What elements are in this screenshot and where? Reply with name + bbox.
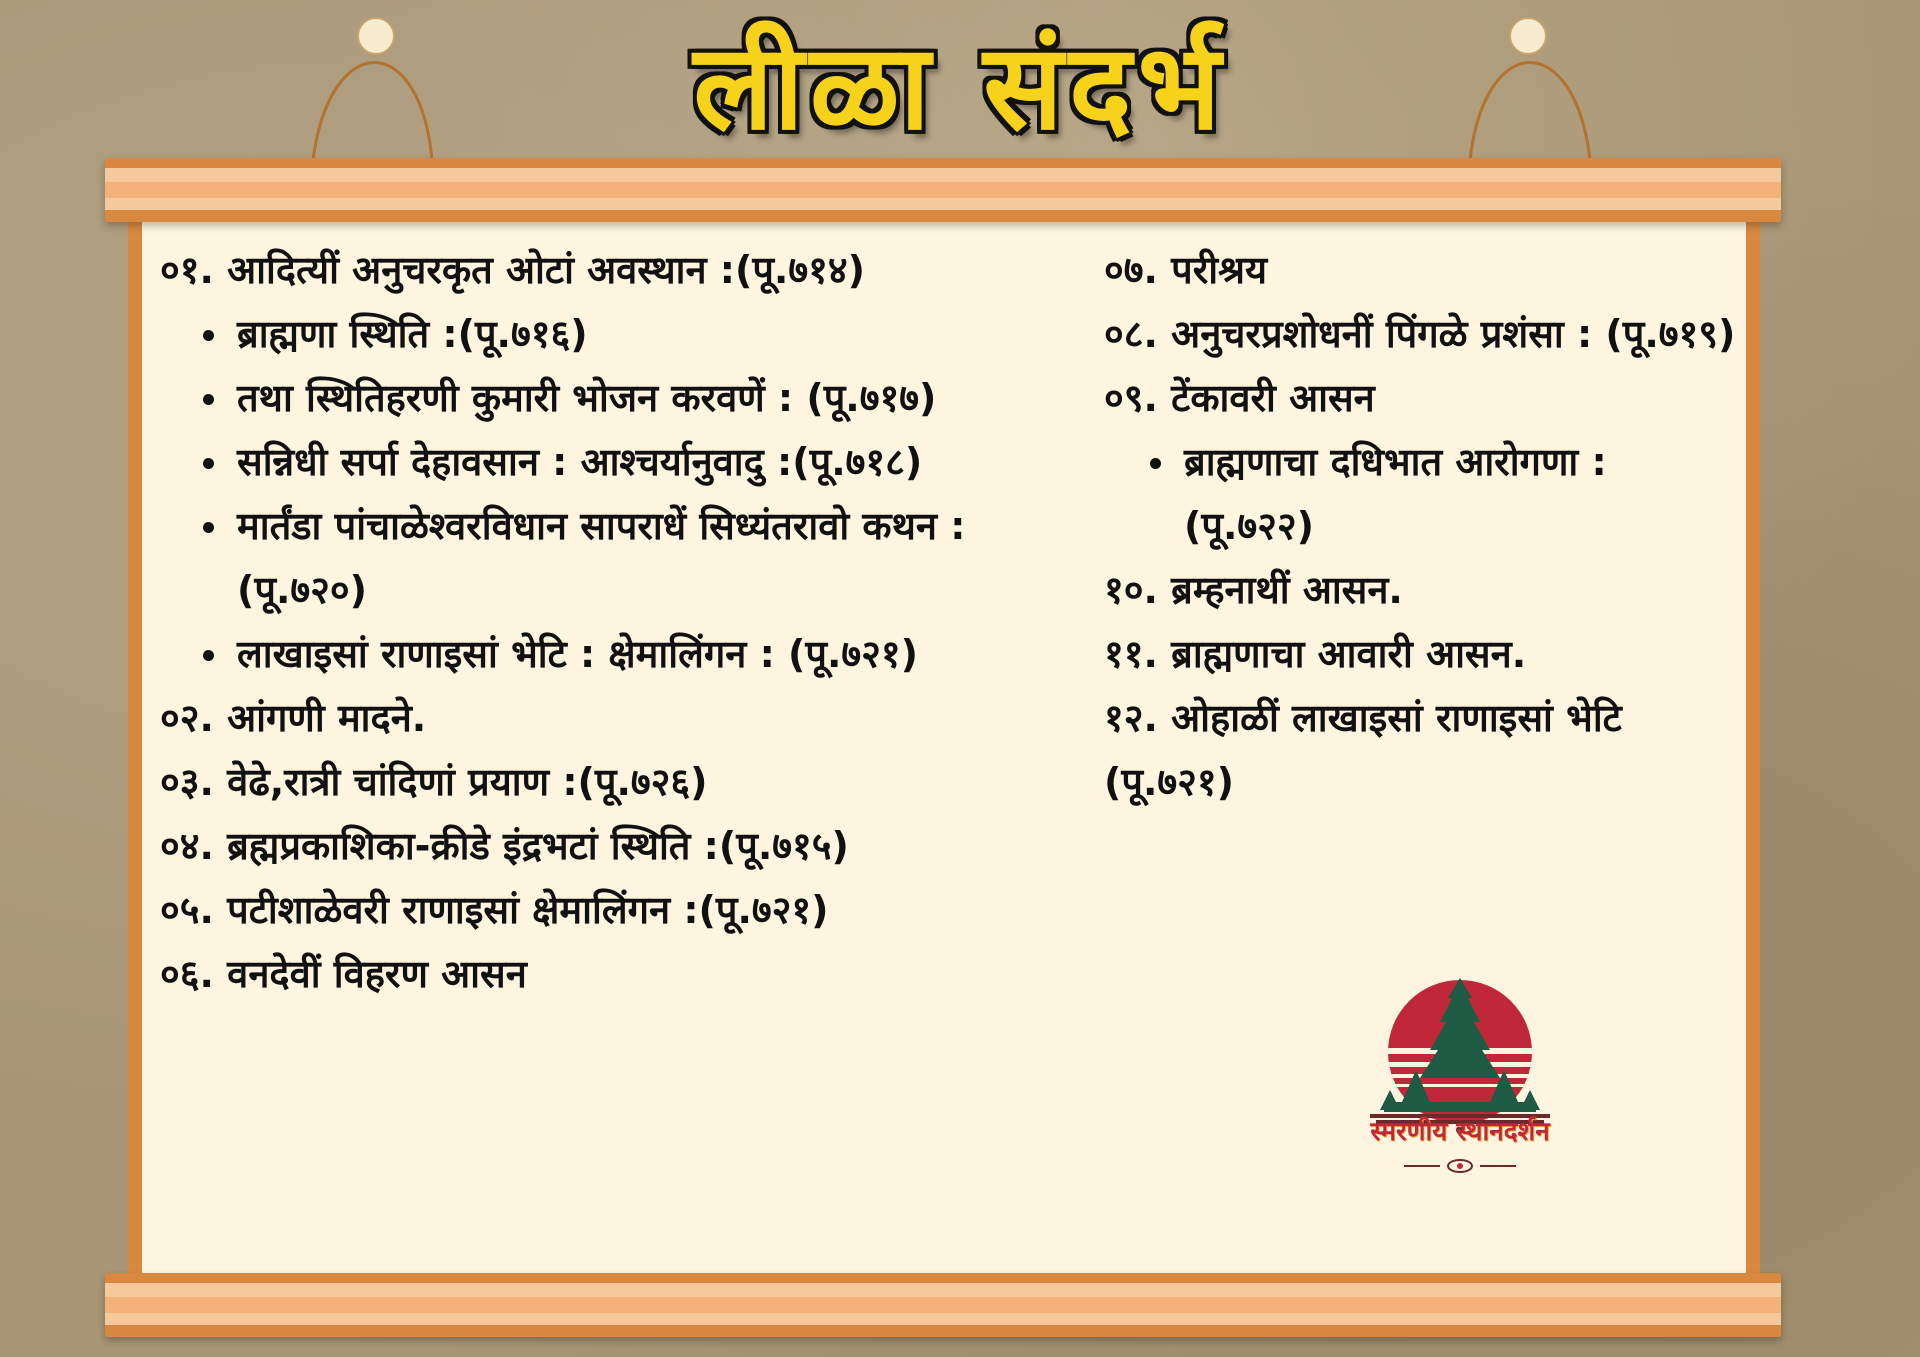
list-item: ०४. ब्रह्मप्रकाशिका-क्रीडे इंद्रभटां स्थिति :(पू.७१५) [160,824,849,868]
list-item: १२. ओहाळीं लाखाइसां राणाइसां भेटि (पू.७२१) [1104,696,1622,804]
sub-list-item: तथा स्थितिहरणी कुमारी भोजन करवणें : (पू.७१७) [160,366,1060,430]
sub-list-item: सन्निधी सर्पा देहावसान : आश्चर्यानुवादु :(पू.७१८) [160,430,1060,494]
sub-list [1104,430,1744,558]
sub-list-item: मार्तंडा पांचाळेश्वरविधान सापराधें सिध्यंतरावो कथन :(पू.७२०) [160,494,1060,622]
list-item: ०१. आदित्यीं अनुचरकृत ओटां अवस्थान :(पू.७१४) [160,248,865,292]
list-item: ०६. वनदेवीं विहरण आसन [160,952,527,996]
left-reference-list [160,238,1060,1006]
page-title: लीळा संदर्भ [693,17,1227,156]
right-reference-list [1104,238,1744,814]
sub-list [160,302,1060,686]
temple-logo-icon [1340,970,1580,1190]
logo-wordmark: स्मरणीय स्थानदर्शन [1370,1117,1550,1147]
list-item: ०३. वेढे,रात्री चांदिणां प्रयाण :(पू.७२६) [160,760,708,804]
sub-list-item: ब्राह्मणा स्थिति :(पू.७१६) [160,302,1060,366]
scroll-rod-top [105,158,1781,222]
list-item: ०८. अनुचरप्रशोधनीं पिंगळे प्रशंसा : (पू.७१९) [1104,312,1736,356]
scroll-rod-bottom [105,1273,1781,1337]
list-item: ०२. आंगणी मादने. [160,696,427,740]
list-item: १०. ब्रम्हनाथीं आसन. [1104,568,1403,612]
list-item: ०५. पटीशाळेवरी राणाइसां क्षेमालिंगन :(पू.७२१) [160,888,829,932]
sub-list-item: लाखाइसां राणाइसां भेटि : क्षेमालिंगन : (पू.७२१) [160,622,1060,686]
list-item: ११. ब्राह्मणाचा आवारी आसन. [1104,632,1527,676]
list-item: ०७. परीश्रय [1104,248,1268,292]
list-item: ०९. टेंकावरी आसन [1104,376,1375,420]
sub-list-item: ब्राह्मणाचा दधिभात आरोगणा : (पू.७२२) [1104,430,1744,558]
